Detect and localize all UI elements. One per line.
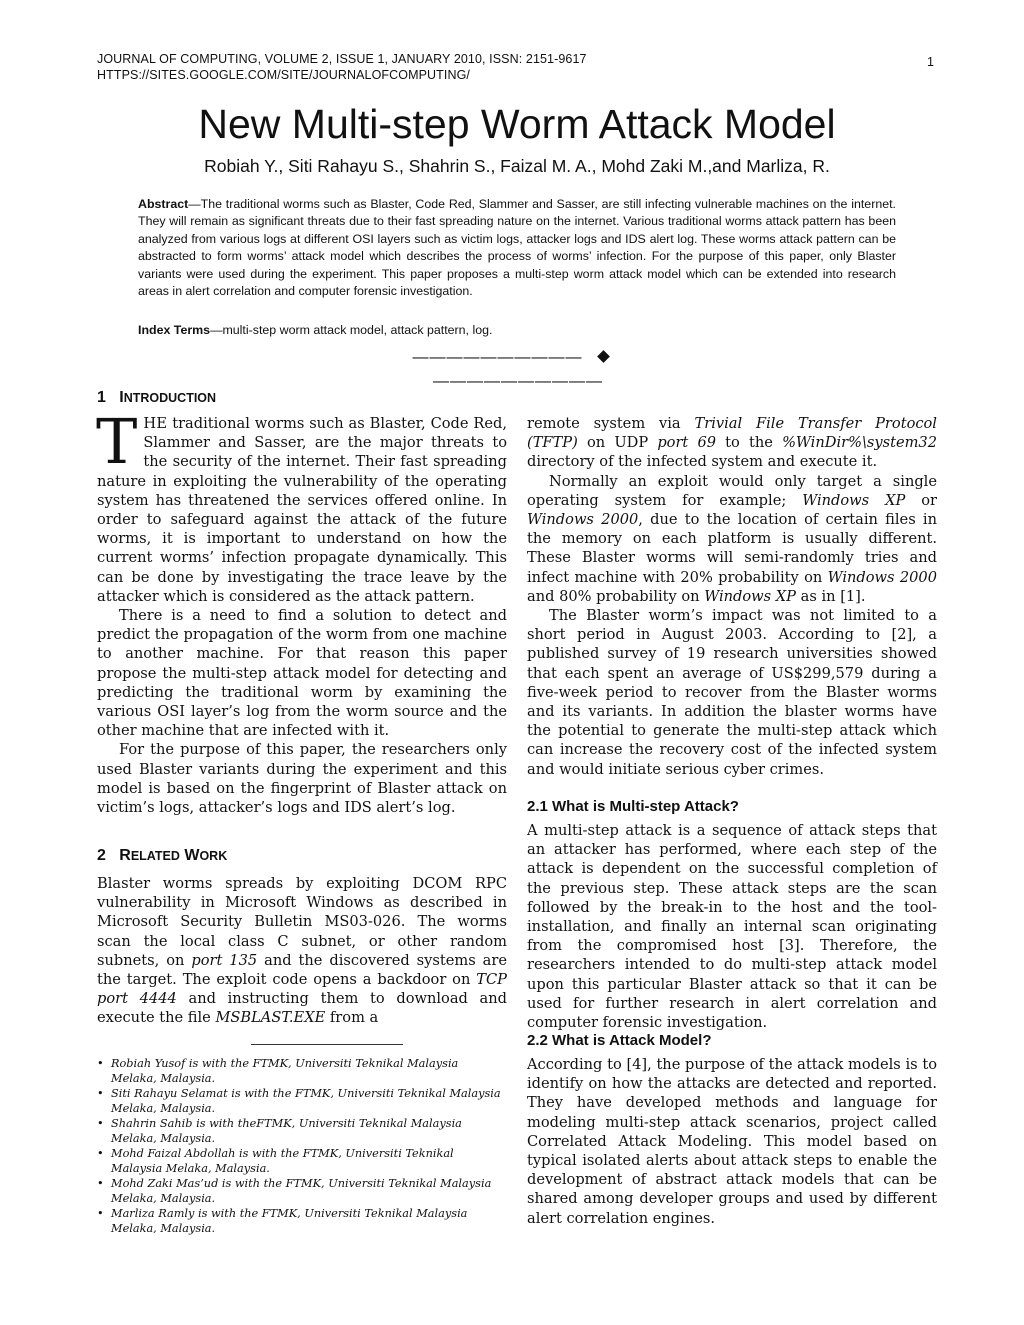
bullet-icon: • — [97, 1177, 104, 1190]
section-number: 1 — [97, 389, 106, 406]
footnote-item — [97, 1206, 507, 1236]
footnote-text: Mohd Zaki Mas’ud is with the FTMK, Universiti Teknikal Malaysia Melaka, Malaysia. — [111, 1177, 492, 1205]
related-text: and instructing them to download and execute the file — [97, 990, 507, 1027]
intro-paragraph-2: There is a need to find a solution to detect and predict the propagation of the worm from one machine to another machine. For that reason this paper propose the multi-step attack model for detecting and predicting the traditional worm by examining the various OSI layer’s log from the worm source and the other machine that are infected with it. — [97, 607, 507, 740]
author-list: Robiah Y., Siti Rahayu S., Shahrin S., Faizal M. A., Mohd Zaki M.,and Marliza, R. — [204, 156, 830, 176]
footnote-text: Marliza Ramly is with the FTMK, Universiti Teknikal Malaysia Melaka, Malaysia. — [111, 1207, 468, 1235]
abstract — [138, 196, 896, 300]
related-port-69: port 69 — [657, 434, 717, 452]
related-tftp: Trivial File Transfer Protocol (TFTP) — [527, 415, 937, 452]
footnote-text: Siti Rahayu Selamat is with the FTMK, Universiti Teknikal Malaysia Melaka, Malaysia. — [111, 1087, 501, 1115]
abstract-label: Abstract — [138, 197, 189, 211]
related-os: Windows 2000 — [827, 568, 938, 586]
bullet-icon: • — [97, 1057, 104, 1070]
footnote-text: Robiah Yusof is with the FTMK, Universiti Teknikal Malaysia Melaka, Malaysia. — [111, 1057, 459, 1085]
index-terms-label: Index Terms — [138, 323, 211, 337]
bullet-icon: • — [97, 1207, 104, 1220]
divider-dashes-right: —————————— — [433, 373, 603, 390]
abstract-text: —The traditional worms such as Blaster, Code Red, Slammer and Sasser, are still infecting vulnerable machines on the internet. They will remain as significant threats due to their fast spreading nature on the internet. Various traditional worms attack pattern has been analyzed from various logs at different OSI layers such as victim logs, attacker logs and IDS alert log. These worms attack pattern can be abstracted to form worms’ attack model which describes the process of worms’ infection. For the purpose of this paper, only Blaster variants were used during the experiment. This paper proposes a multi-step worm attack model which can be extended into research areas in alert correlation and computer forensic investigation. — [138, 197, 896, 299]
intro-paragraph-1-text: traditional worms such as Blaster, Code Red, Slammer and Sasser, are the major threats to the security of the internet. Their fast spreading nature in exploiting the vulnerability of the operating system has threatened the services offered online. In order to safeguard against the attack of the future worms, it is important to understand on how the current worms’ infection propagate dynamically. This can be done by investigating the trace leave by the attacker which is considered as the attack pattern. — [97, 415, 507, 605]
related-text: directory of the infected system and execute it. — [527, 453, 878, 471]
section-heading-related-work — [97, 846, 227, 866]
diamond-icon — [597, 350, 610, 363]
related-port-135: port 135 — [191, 951, 258, 969]
footnote-item — [97, 1146, 507, 1176]
footnote-item — [97, 1116, 507, 1146]
related-text: and the discovered systems are the target. The exploit code opens a backdoor on — [97, 951, 507, 989]
journal-url-line: HTTPS://SITES.GOOGLE.COM/SITE/JOURNALOFCOMPUTING/ — [97, 68, 470, 82]
subsection-2-1-body — [527, 821, 937, 1032]
footnote-text: Shahrin Sahib is with theFTMK, Universiti Teknikal Malaysia Melaka, Malaysia. — [111, 1117, 462, 1145]
section-title-initial: R — [119, 847, 131, 864]
section-number: 2 — [97, 847, 106, 864]
section-title-rest: NTRODUCTION — [123, 391, 217, 405]
related-work-left-text — [97, 874, 507, 1028]
related-text: and 80% probability on — [527, 587, 705, 605]
footnote-text: Mohd Faizal Abdollah is with the FTMK, Universiti Teknikal Malaysia Melaka, Malaysia. — [111, 1147, 454, 1175]
section-title-rest: ELATED — [130, 849, 180, 863]
intro-paragraph-3: For the purpose of this paper, the researchers only used Blaster variants during the experiment and this model is based on the fingerprint of Blaster attack on victim’s logs, attacker’s logs and IDS alert’s log. — [97, 741, 507, 817]
related-tcp-port: TCP port 4444 — [97, 971, 507, 1008]
journal-header-line: JOURNAL OF COMPUTING, VOLUME 2, ISSUE 1, JANUARY 2010, ISSN: 2151-9617 — [97, 52, 587, 66]
related-filename: MSBLAST.EXE — [215, 1009, 326, 1027]
left-column — [96, 405, 507, 817]
subsection-heading-attack-model: 2.2 What is Attack Model? — [527, 1032, 712, 1049]
index-terms — [138, 322, 896, 339]
related-paragraph-1-end: remote system via Trivial File Transfer Protocol (TFTP) on UDP port 69 to the %WinDir%\system32 directory of the infected system and execute it. — [527, 415, 937, 471]
subsection-2-2-body — [527, 1055, 937, 1228]
running-header — [97, 51, 587, 83]
subsection-2-2-text: According to [4], the purpose of the attack models is to identify on how the attacks are detected and reported. They have developed methods and language for modeling multi-step attack scenarios, project called Correlated Attack Modeling. This model based on typical isolated alerts about attack steps to enable the development of abstract attack models that can be shared among developer groups and used by different alert correlation engines. — [527, 1056, 937, 1227]
paper-title: New Multi-step Worm Attack Model — [198, 101, 836, 147]
footnote-item — [97, 1056, 507, 1086]
related-text: to the — [716, 434, 783, 452]
section-title-initial-2: W — [184, 847, 200, 864]
section-title-rest-2: ORK — [199, 849, 228, 863]
footnote-rule — [251, 1044, 403, 1045]
intro-paragraph-1 — [96, 405, 507, 606]
author-footnotes — [97, 1056, 507, 1236]
related-text: or — [905, 491, 937, 509]
right-column — [527, 414, 937, 779]
footnote-item — [97, 1176, 507, 1206]
related-os: Windows XP — [704, 587, 797, 605]
related-paragraph-2 — [527, 472, 937, 606]
index-terms-text: —multi-step worm attack model, attack pattern, log. — [210, 323, 493, 337]
related-text: as in [1]. — [796, 587, 866, 605]
subsection-heading-multi-step-attack: 2.1 What is Multi-step Attack? — [527, 798, 739, 815]
page-number: 1 — [927, 55, 934, 69]
intro-first-word: HE — [143, 415, 168, 432]
section-title-initial: I — [119, 389, 124, 406]
bullet-icon: • — [97, 1087, 104, 1100]
drop-cap: T — [96, 405, 138, 478]
related-directory: %WinDir%\system32 — [782, 434, 937, 452]
bullet-icon: • — [97, 1147, 104, 1160]
related-text: Normally an exploit would only target a single operating system for example; — [527, 472, 937, 509]
related-text: from a — [325, 1009, 379, 1027]
subsection-2-1-text: A multi-step attack is a sequence of attack steps that an attacker has performed, where each step of the attack is dependent on the successful completion of the previous step. These attack steps are the scan followed by the break-in to the host and the tool-installation, and finally an internal scan originating from the compromised host [3]. Therefore, the researchers intended to do multi-step attack model upon this particular Blaster attack so that it can be used for further research in alert correlation and computer forensic investigation. — [527, 822, 937, 1032]
related-paragraph-1-start — [97, 874, 507, 1028]
divider-dashes-left: —————————— — [412, 349, 583, 366]
footnote-item — [97, 1086, 507, 1116]
related-text: Blaster worms spreads by exploiting DCOM RPC vulnerability in Microsoft Windows as described in Microsoft Security Bulletin MS03-026. The worms scan the local class C subnet, or other random subnets, on — [97, 875, 507, 969]
related-text: on UDP — [577, 434, 658, 452]
related-text: , due to the location of certain files in the memory on each platform is usually different. These Blaster worms will semi-randomly tries and infect machine with 20% probability on — [527, 511, 937, 586]
related-os: Windows 2000 — [527, 511, 639, 529]
related-os: Windows XP — [802, 491, 906, 509]
related-paragraph-3: The Blaster worm’s impact was not limited to a short period in August 2003. According to [2], a published survey of 19 research universities showed that each spent an average of US$299,579 during a five-week period to recover from the Blaster worms and its variants. In addition the blaster worms have the potential to generate the multi-step attack which can increase the recovery cost of the infected system and would initiate serious cyber crimes. — [527, 607, 937, 778]
section-divider — [338, 346, 698, 390]
bullet-icon: • — [97, 1117, 104, 1130]
